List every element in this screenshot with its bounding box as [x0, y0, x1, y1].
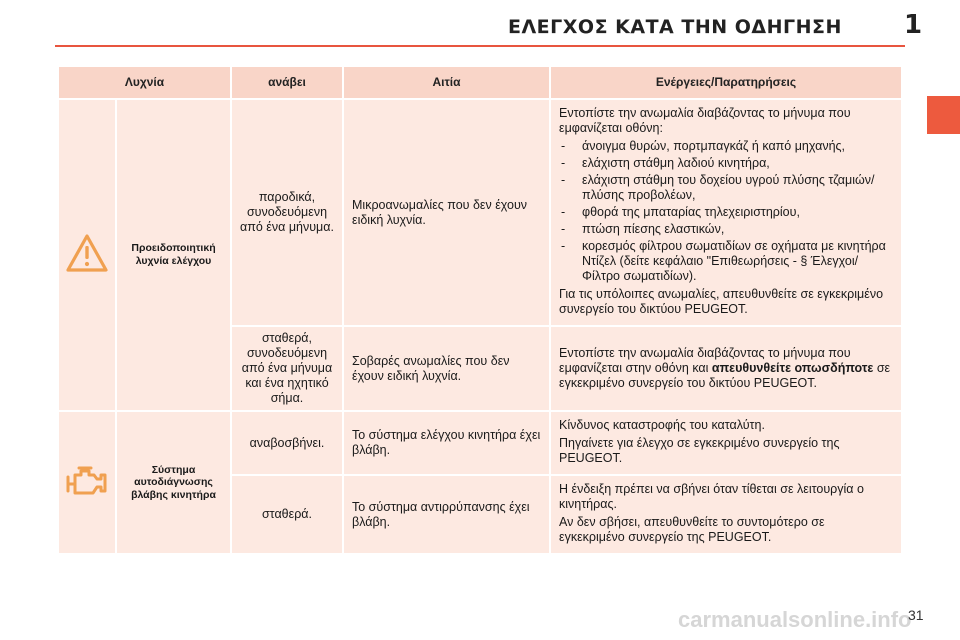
page-title: ΕΛΕΓΧΟΣ ΚΑΤΑ ΤΗΝ ΟΔΗΓΗΣΗ	[508, 16, 842, 38]
actions-cell	[551, 412, 901, 474]
lit-cell: σταθερά.	[232, 476, 342, 553]
warning-lights-table	[57, 65, 903, 555]
list-item: - ελάχιστη στάθμη του δοχείου υγρού πλύσης τζαμιών/ πλύσης προβολέων,	[559, 173, 893, 203]
icon-cell	[59, 412, 115, 553]
actions-cell	[551, 100, 901, 325]
lamp-name: Προειδοποιητική λυχνία ελέγχου	[117, 100, 230, 410]
action-intro: Εντοπίστε την ανωμαλία διαβάζοντας το μήνυμα που εμφανίζεται οθόνη:	[559, 106, 851, 135]
list-item: - ελάχιστη στάθμη λαδιού κινητήρα,	[559, 156, 893, 171]
header-cause: Αιτία	[344, 67, 549, 98]
action-list	[559, 139, 893, 284]
action-paragraph: Πηγαίνετε για έλεγχο σε εγκεκριμένο συνεργείο της PEUGEOT.	[559, 436, 840, 465]
cause-cell: Το σύστημα ελέγχου κινητήρα έχει βλάβη.	[344, 412, 549, 474]
cause-cell: Σοβαρές ανωμαλίες που δεν έχουν ειδική λυχνία.	[344, 327, 549, 410]
table-row	[59, 100, 901, 325]
action-text: Εντοπίστε την ανωμαλία διαβάζοντας το μήνυμα που εμφανίζεται στην οθόνη και	[559, 346, 851, 375]
list-item: - κορεσμός φίλτρου σωματιδίων σε οχήματα με κινητήρα Ντίζελ (δείτε κεφάλαιο "Επιθεωρήσεις - § Έλεγχοι/Φίλτρο σωματιδίων).	[559, 239, 893, 284]
table-header-row	[59, 67, 901, 98]
warning-triangle-icon	[65, 262, 109, 276]
icon-cell	[59, 100, 115, 410]
chapter-number: 1	[904, 10, 923, 40]
engine-icon	[64, 488, 110, 502]
header-actions: Ενέργειες/Παρατηρήσεις	[551, 67, 901, 98]
cause-cell: Το σύστημα αντιρρύπανσης έχει βλάβη.	[344, 476, 549, 553]
cause-cell: Μικροανωμαλίες που δεν έχουν ειδική λυχνία.	[344, 100, 549, 325]
action-paragraph: Η ένδειξη πρέπει να σβήνει όταν τίθεται σε λειτουργία ο κινητήρας.	[559, 482, 864, 511]
chapter-tab	[927, 96, 960, 134]
table-row	[59, 412, 901, 474]
actions-cell	[551, 327, 901, 410]
action-outro: Για τις υπόλοιπες ανωμαλίες, απευθυνθείτε σε εγκεκριμένο συνεργείο του δικτύου PEUGEOT.	[559, 287, 884, 316]
header-lit: ανάβει	[232, 67, 342, 98]
header-lamp: Λυχνία	[59, 67, 230, 98]
lit-cell: αναβοσβήνει.	[232, 412, 342, 474]
action-paragraph: Κίνδυνος καταστροφής του καταλύτη.	[559, 418, 765, 432]
lit-cell: παροδικά, συνοδευόμενη από ένα μήνυμα.	[232, 100, 342, 325]
lamp-name: Σύστημα αυτοδιάγνωσης βλάβης κινητήρα	[117, 412, 230, 553]
action-text: σε εγκεκριμένο συνεργείο του δικτύου PEUGEOT.	[559, 361, 891, 390]
page-number: 31	[908, 607, 924, 623]
watermark: carmanualsonline.info	[678, 607, 912, 632]
lit-cell: σταθερά, συνοδευόμενη από ένα μήνυμα και ένα ηχητικό σήμα.	[232, 327, 342, 410]
list-item: - φθορά της μπαταρίας τηλεχειριστηρίου,	[559, 205, 893, 220]
actions-cell	[551, 476, 901, 553]
action-emphasis: απευθυνθείτε οπωσδήποτε	[711, 361, 874, 375]
list-item: - άνοιγμα θυρών, πορτμπαγκάζ ή καπό μηχανής,	[559, 139, 893, 154]
action-paragraph: Αν δεν σβήσει, απευθυνθείτε το συντομότερο σε εγκεκριμένο συνεργείο της PEUGEOT.	[559, 515, 825, 544]
header-divider	[55, 45, 905, 47]
list-item: - πτώση πίεσης ελαστικών,	[559, 222, 893, 237]
